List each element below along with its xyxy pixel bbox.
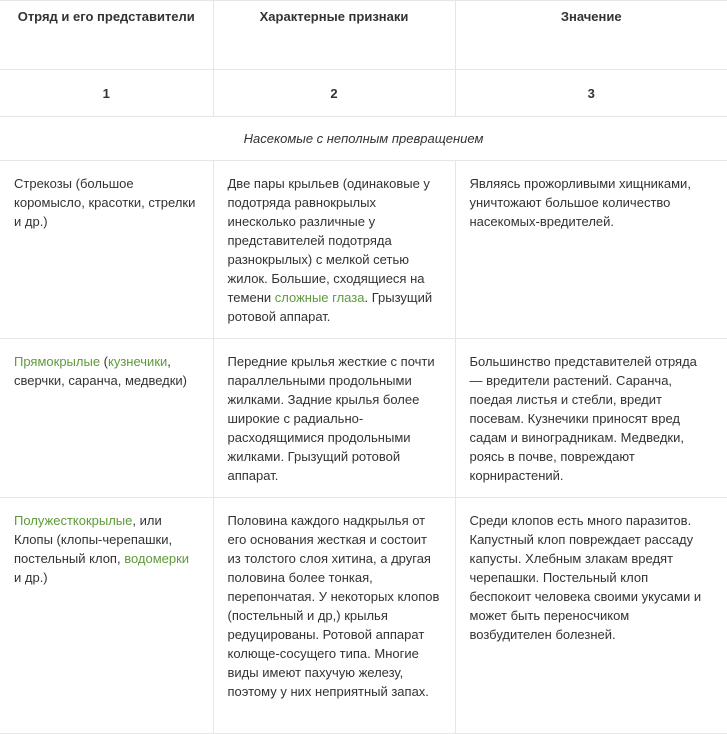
- section-row: [0, 117, 727, 161]
- significance-cell: Являясь прожорливыми хищниками, уничтожают большое количество насекомых-вредителей.: [455, 161, 727, 339]
- column-number: 2: [213, 70, 455, 117]
- header-row: [0, 1, 727, 70]
- section-title: Насекомые с неполным превращением: [0, 117, 727, 161]
- features-cell: Передние крылья жесткие с почти параллельными продольными жилками. Задние крылья более широкие с радиально-расходящимися продольными жилками. Грызущий ротовой аппарат.: [213, 339, 455, 498]
- column-number: 1: [0, 70, 213, 117]
- link-grasshoppers[interactable]: кузнечики: [108, 354, 168, 369]
- header-significance: Значение: [455, 1, 727, 70]
- order-cell: Прямокрылые (кузнечики, сверчки, саранча, медведки): [0, 339, 213, 498]
- link-hemiptera[interactable]: Полужесткокрылые: [14, 513, 133, 528]
- significance-cell: Большинство представителей отряда — вредители растений. Саранча, поедая листья и стебли, вредит посевам. Кузнечики приносят вред садам и виноградникам. Медведки, роясь в почве, повреждают корнирастений.: [455, 339, 727, 498]
- link-water-striders[interactable]: водомерки: [124, 551, 190, 566]
- features-cell: Две пары крыльев (одинаковые у подотряда равнокрылых инесколько различные у представителей подотряда разнокрылых) с мелкой сетью жилок. Большие, сходящиеся на темени сложные глаза. Грызущий ротовой аппарат.: [213, 161, 455, 339]
- link-orthoptera[interactable]: Прямокрылые: [14, 354, 101, 369]
- order-cell: Полужесткокрылые, или Клопы (клопы-черепашки, постельный клоп, водомерки и др.): [0, 498, 213, 734]
- order-cell: Стрекозы (большое коромысло, красотки, стрелки и др.): [0, 161, 213, 339]
- header-features: Характерные признаки: [213, 1, 455, 70]
- link-compound-eyes[interactable]: сложные глаза: [274, 290, 365, 305]
- table-row: [0, 161, 727, 339]
- table-row: [0, 498, 727, 734]
- features-cell: Половина каждого надкрылья от его основания жесткая и состоит из толстого слоя хитина, а другая половина более тонкая, перепончатая. У некоторых клопов (постельный и др,) крылья редуцированы. Ротовой аппарат колюще-сосущего типа. Многие виды имеют пахучую железу, поэтому у них неприятный запах.: [213, 498, 455, 734]
- header-order: Отряд и его представители: [0, 1, 213, 70]
- significance-cell: Среди клопов есть много паразитов. Капустный клоп повреждает рассаду капусты. Хлебным злакам вредят черепашки. Постельный клоп беспокоит человека своими укусами и может быть переносчиком возбудителен болезней.: [455, 498, 727, 734]
- column-number: 3: [455, 70, 727, 117]
- table-row: [0, 339, 727, 498]
- number-row: [0, 70, 727, 117]
